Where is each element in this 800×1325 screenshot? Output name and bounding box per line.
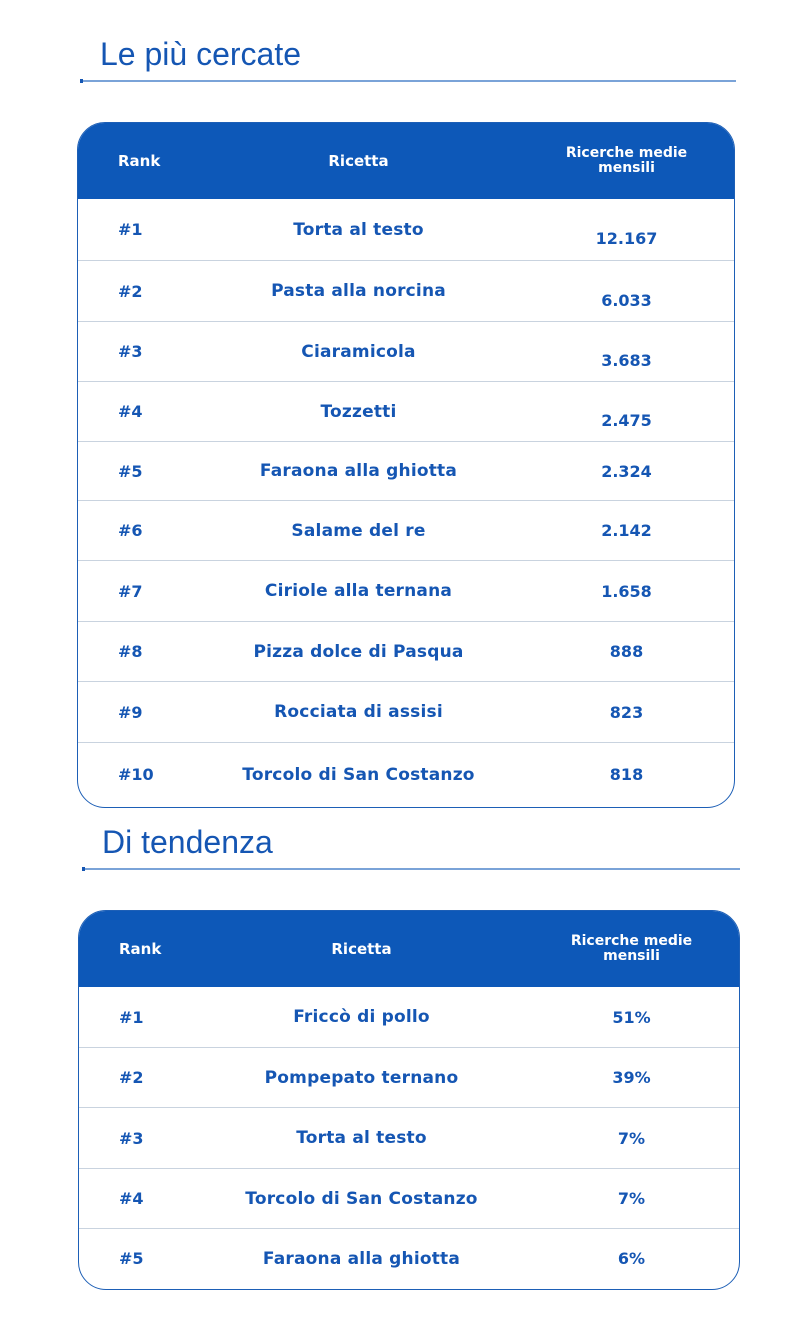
table-row: #7 Ciriole alla ternana 1.658	[78, 560, 734, 621]
header-value: Ricerche medie mensili	[565, 145, 688, 176]
table-row: #9 Rocciata di assisi 823	[78, 681, 734, 742]
table-header	[78, 123, 734, 199]
top-searched-table	[77, 122, 735, 808]
table-row: #4 Torcolo di San Costanzo 7%	[79, 1168, 739, 1228]
table-row: #1 Friccò di pollo 51%	[119, 1007, 651, 1027]
table-row: #10 Torcolo di San Costanzo 818	[78, 742, 734, 806]
table-row: #4 Tozzetti 2.475	[78, 381, 734, 441]
header-recipe: Ricetta	[331, 940, 392, 958]
header-value: Ricerche medie mensili	[570, 933, 693, 964]
trending-table	[78, 910, 740, 1290]
header-rank: Rank	[118, 152, 161, 170]
table-row: #8 Pizza dolce di Pasqua 888	[78, 621, 734, 681]
table-row: #5 Faraona alla ghiotta 6%	[79, 1228, 739, 1288]
section-title-top-searched: Le più cercate	[100, 36, 302, 72]
table-row: #3 Ciaramicola 3.683	[78, 321, 734, 381]
table-row: #3 Torta al testo 7%	[79, 1107, 739, 1168]
table-row: #2 Pasta alla norcina 6.033	[78, 260, 734, 321]
table-row: #6 Salame del re 2.142	[78, 500, 734, 560]
table-body	[78, 199, 734, 806]
table-header	[79, 911, 739, 987]
header-rank: Rank	[119, 940, 162, 958]
title-underline	[82, 868, 740, 870]
table-row: #2 Pompepato ternano 39%	[79, 1047, 739, 1107]
table-row: #5 Faraona alla ghiotta 2.324	[78, 441, 734, 500]
section-title-trending: Di tendenza	[102, 824, 273, 860]
title-underline	[80, 80, 736, 82]
table-body	[79, 987, 739, 1288]
table-row: #1 Torta al testo 12.167	[118, 219, 658, 248]
header-recipe: Ricetta	[328, 152, 389, 170]
